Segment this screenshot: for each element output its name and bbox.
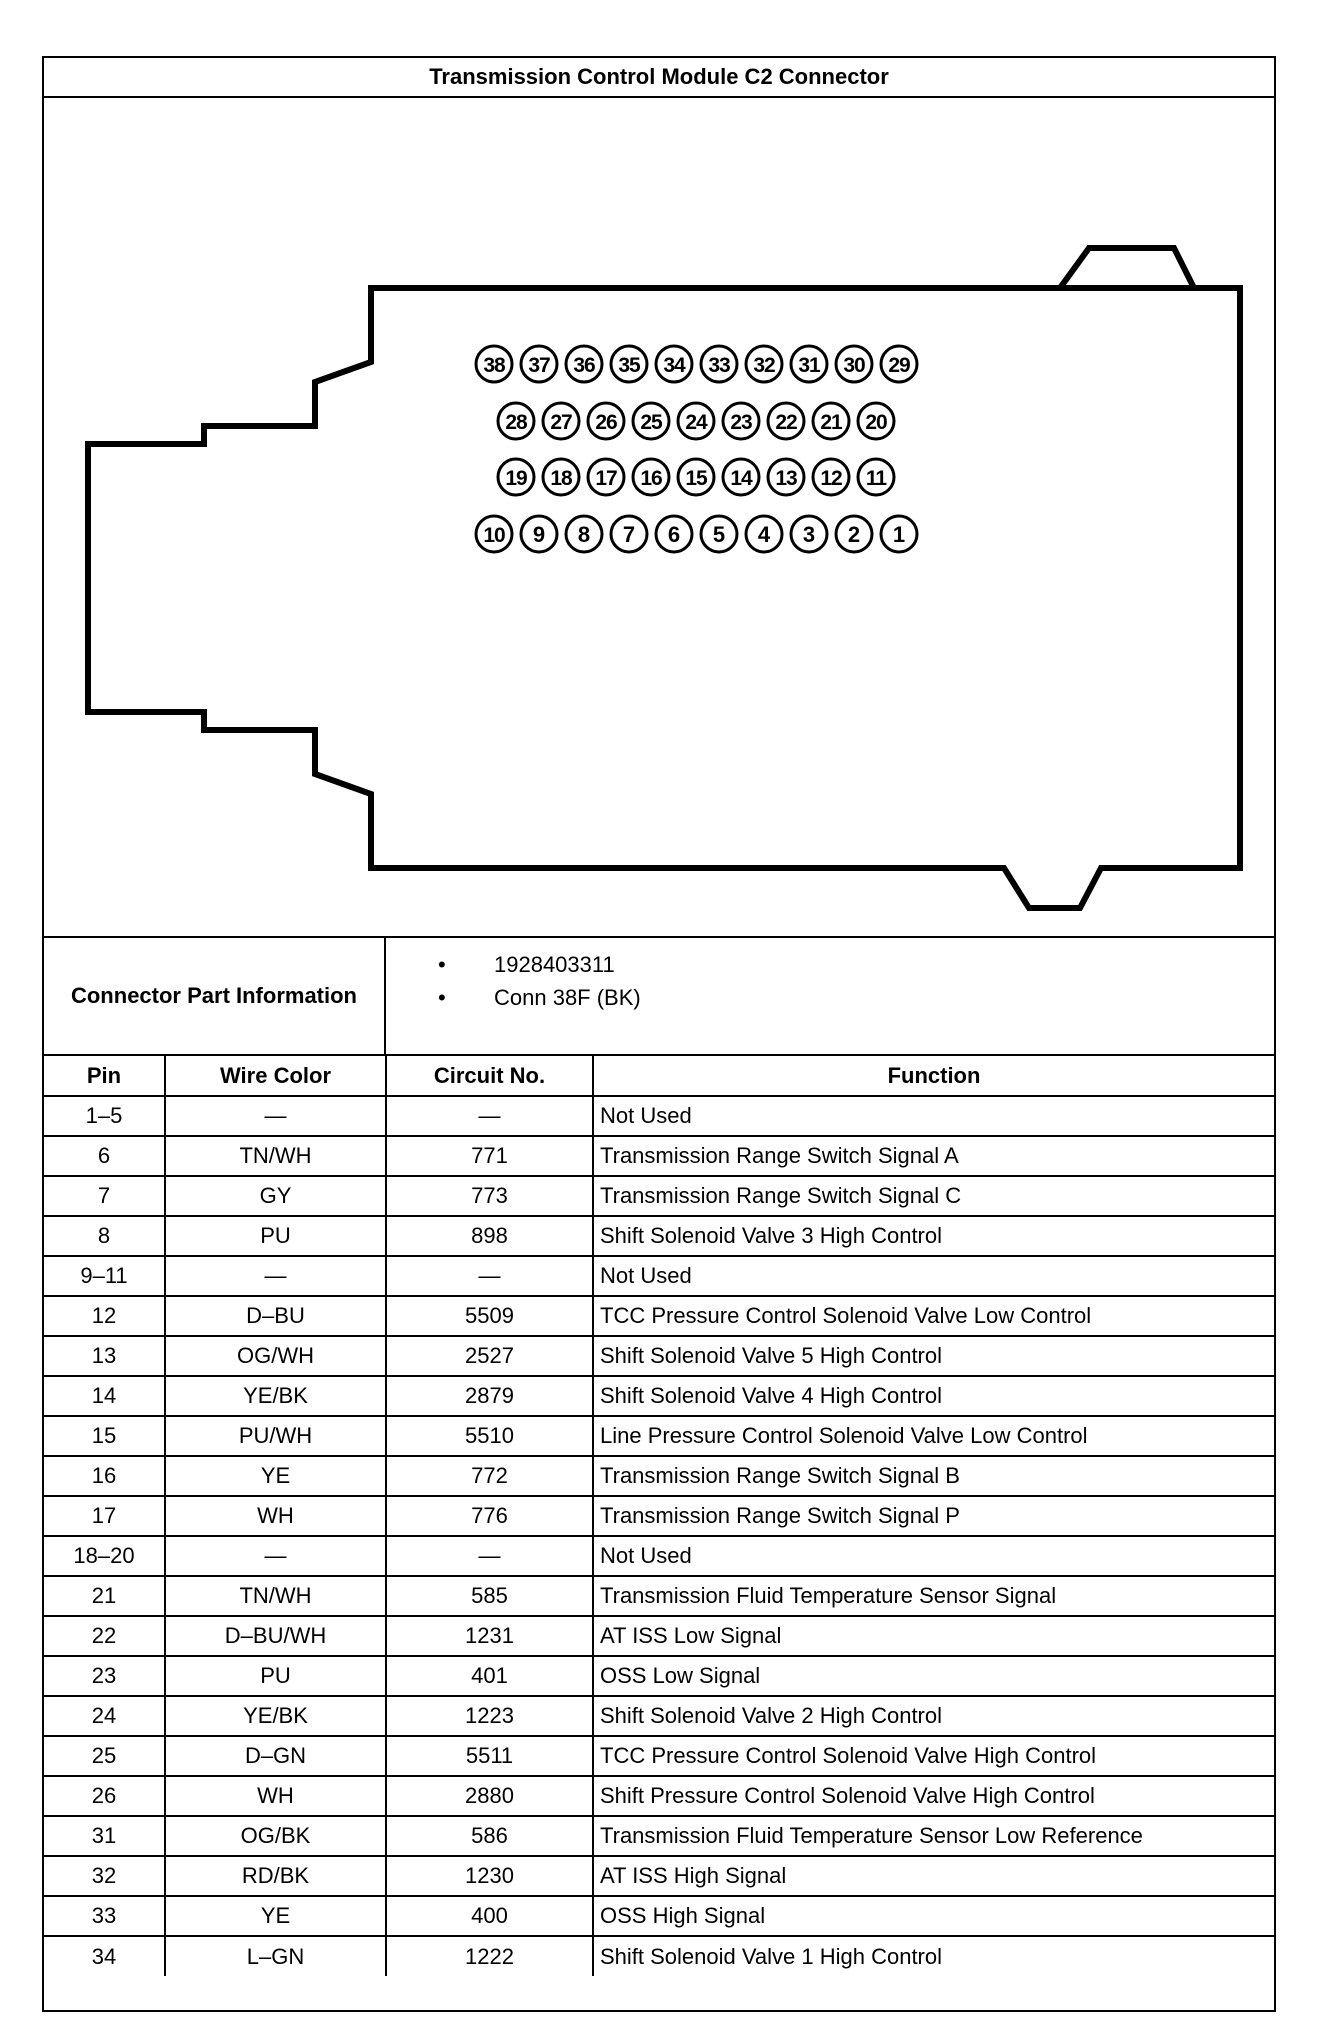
pin-number-label: 15 bbox=[685, 467, 707, 490]
wire-color-cell: RD/BK bbox=[165, 1856, 386, 1896]
table-row bbox=[44, 1896, 1274, 1936]
pinout-rows bbox=[44, 1096, 1274, 1976]
pin-number-label: 6 bbox=[667, 522, 681, 547]
pin-cell: 21 bbox=[44, 1576, 165, 1616]
table-row bbox=[44, 1696, 1274, 1736]
function-cell: Line Pressure Control Solenoid Valve Low Control bbox=[593, 1416, 1274, 1456]
wire-color-cell: — bbox=[165, 1536, 386, 1576]
function-cell: Not Used bbox=[593, 1536, 1274, 1576]
circuit-cell: 776 bbox=[386, 1496, 593, 1536]
table-row bbox=[44, 1416, 1274, 1456]
function-cell: Transmission Range Switch Signal P bbox=[593, 1496, 1274, 1536]
connector-part-info bbox=[44, 938, 1274, 1056]
function-cell: OSS Low Signal bbox=[593, 1656, 1274, 1696]
table-header-row bbox=[44, 1056, 1274, 1096]
function-cell: Transmission Fluid Temperature Sensor Signal bbox=[593, 1576, 1274, 1616]
table-row bbox=[44, 1616, 1274, 1656]
table-row bbox=[44, 1856, 1274, 1896]
table-row bbox=[44, 1576, 1274, 1616]
table-row bbox=[44, 1776, 1274, 1816]
pin-cell: 8 bbox=[44, 1216, 165, 1256]
function-cell: Shift Solenoid Valve 2 High Control bbox=[593, 1696, 1274, 1736]
pin-number-label: 37 bbox=[528, 354, 550, 377]
connector-diagram bbox=[44, 98, 1274, 938]
function-cell: Transmission Range Switch Signal A bbox=[593, 1136, 1274, 1176]
wire-color-cell: TN/WH bbox=[165, 1136, 386, 1176]
part-info-list bbox=[386, 938, 1274, 1054]
wire-color-cell: GY bbox=[165, 1176, 386, 1216]
pin-number-label: 27 bbox=[550, 411, 572, 434]
pin-cell: 16 bbox=[44, 1456, 165, 1496]
pin-cell: 34 bbox=[44, 1936, 165, 1976]
table-row bbox=[44, 1336, 1274, 1376]
circuit-cell: 1222 bbox=[386, 1936, 593, 1976]
pin-number-label: 2 bbox=[847, 522, 861, 547]
pin-number-label: 24 bbox=[685, 411, 707, 434]
circuit-cell: — bbox=[386, 1256, 593, 1296]
pin-number-label: 18 bbox=[550, 467, 572, 490]
wire-color-cell: D–BU bbox=[165, 1296, 386, 1336]
wire-color-cell: YE/BK bbox=[165, 1376, 386, 1416]
circuit-cell: 5509 bbox=[386, 1296, 593, 1336]
pin-cell: 17 bbox=[44, 1496, 165, 1536]
pin-number-label: 29 bbox=[888, 354, 910, 377]
pin-number-label: 4 bbox=[757, 522, 771, 547]
function-cell: Shift Solenoid Valve 4 High Control bbox=[593, 1376, 1274, 1416]
table-row bbox=[44, 1536, 1274, 1576]
function-cell: Transmission Range Switch Signal C bbox=[593, 1176, 1274, 1216]
pin-number-label: 10 bbox=[483, 524, 505, 547]
function-cell: Shift Solenoid Valve 3 High Control bbox=[593, 1216, 1274, 1256]
table-row bbox=[44, 1376, 1274, 1416]
function-cell: Not Used bbox=[593, 1256, 1274, 1296]
pin-number-label: 36 bbox=[573, 354, 595, 377]
wire-color-cell: D–GN bbox=[165, 1736, 386, 1776]
header-wire-color: Wire Color bbox=[165, 1056, 386, 1096]
wire-color-cell: OG/BK bbox=[165, 1816, 386, 1856]
pin-cell: 32 bbox=[44, 1856, 165, 1896]
circuit-cell: 401 bbox=[386, 1656, 593, 1696]
pin-number-label: 11 bbox=[865, 467, 887, 490]
header-pin: Pin bbox=[44, 1056, 165, 1096]
circuit-cell: 585 bbox=[386, 1576, 593, 1616]
pin-number-label: 26 bbox=[595, 411, 617, 434]
connector-outline bbox=[88, 288, 1240, 908]
circuit-cell: 2879 bbox=[386, 1376, 593, 1416]
connector-latch bbox=[1060, 248, 1194, 288]
header-function: Function bbox=[593, 1056, 1274, 1096]
pin-number-label: 5 bbox=[712, 522, 726, 547]
circuit-cell: 773 bbox=[386, 1176, 593, 1216]
pin-cell: 26 bbox=[44, 1776, 165, 1816]
pin-number-label: 32 bbox=[753, 354, 775, 377]
wire-color-cell: YE/BK bbox=[165, 1696, 386, 1736]
table-row bbox=[44, 1456, 1274, 1496]
circuit-cell: 771 bbox=[386, 1136, 593, 1176]
function-cell: Transmission Fluid Temperature Sensor Low Reference bbox=[593, 1816, 1274, 1856]
pin-cell: 14 bbox=[44, 1376, 165, 1416]
table-row bbox=[44, 1816, 1274, 1856]
table-row bbox=[44, 1176, 1274, 1216]
pinout-table bbox=[44, 1056, 1274, 1976]
pin-number-label: 31 bbox=[798, 354, 820, 377]
pin-cell: 23 bbox=[44, 1656, 165, 1696]
pin-number-label: 7 bbox=[622, 522, 636, 547]
pin-number-label: 33 bbox=[708, 354, 730, 377]
pin-cell: 6 bbox=[44, 1136, 165, 1176]
function-cell: TCC Pressure Control Solenoid Valve High Control bbox=[593, 1736, 1274, 1776]
function-cell: OSS High Signal bbox=[593, 1896, 1274, 1936]
pin-number-label: 16 bbox=[640, 467, 662, 490]
pin-number-label: 20 bbox=[865, 411, 887, 434]
table-row bbox=[44, 1296, 1274, 1336]
part-number: • 1928403311 bbox=[386, 948, 1274, 981]
function-cell: Not Used bbox=[593, 1096, 1274, 1136]
table-row bbox=[44, 1656, 1274, 1696]
circuit-cell: 898 bbox=[386, 1216, 593, 1256]
circuit-cell: 1231 bbox=[386, 1616, 593, 1656]
pin-cell: 33 bbox=[44, 1896, 165, 1936]
table-row bbox=[44, 1136, 1274, 1176]
pin-cell: 18–20 bbox=[44, 1536, 165, 1576]
pin-cell: 13 bbox=[44, 1336, 165, 1376]
table-row bbox=[44, 1256, 1274, 1296]
circuit-cell: 1223 bbox=[386, 1696, 593, 1736]
table-row bbox=[44, 1096, 1274, 1136]
pin-number-label: 23 bbox=[730, 411, 752, 434]
pin-number-label: 1 bbox=[892, 522, 906, 547]
pin-cell: 31 bbox=[44, 1816, 165, 1856]
function-cell: AT ISS High Signal bbox=[593, 1856, 1274, 1896]
function-cell: Transmission Range Switch Signal B bbox=[593, 1456, 1274, 1496]
pin-cell: 1–5 bbox=[44, 1096, 165, 1136]
circuit-cell: 400 bbox=[386, 1896, 593, 1936]
table-row bbox=[44, 1936, 1274, 1976]
circuit-cell: 2527 bbox=[386, 1336, 593, 1376]
pin-cell: 24 bbox=[44, 1696, 165, 1736]
table-row bbox=[44, 1736, 1274, 1776]
circuit-cell: 5511 bbox=[386, 1736, 593, 1776]
pin-number-label: 19 bbox=[505, 467, 527, 490]
pin-number-label: 17 bbox=[595, 467, 617, 490]
circuit-cell: 586 bbox=[386, 1816, 593, 1856]
pin-number-label: 30 bbox=[843, 354, 865, 377]
circuit-cell: — bbox=[386, 1096, 593, 1136]
pin-cell: 12 bbox=[44, 1296, 165, 1336]
wire-color-cell: PU bbox=[165, 1656, 386, 1696]
pin-cavities bbox=[476, 346, 917, 552]
pin-cell: 7 bbox=[44, 1176, 165, 1216]
pin-number-label: 34 bbox=[663, 354, 685, 377]
pin-number-label: 35 bbox=[618, 354, 640, 377]
document bbox=[42, 56, 1276, 2012]
wire-color-cell: PU/WH bbox=[165, 1416, 386, 1456]
pin-number-label: 14 bbox=[730, 467, 752, 490]
pin-cell: 25 bbox=[44, 1736, 165, 1776]
function-cell: Shift Pressure Control Solenoid Valve High Control bbox=[593, 1776, 1274, 1816]
wire-color-cell: L–GN bbox=[165, 1936, 386, 1976]
pin-cell: 15 bbox=[44, 1416, 165, 1456]
pin-number-label: 3 bbox=[802, 522, 816, 547]
wire-color-cell: YE bbox=[165, 1896, 386, 1936]
pin-number-label: 13 bbox=[775, 467, 797, 490]
function-cell: Shift Solenoid Valve 1 High Control bbox=[593, 1936, 1274, 1976]
table-row bbox=[44, 1496, 1274, 1536]
wire-color-cell: YE bbox=[165, 1456, 386, 1496]
pin-number-label: 8 bbox=[577, 522, 591, 547]
part-description: • Conn 38F (BK) bbox=[386, 981, 1274, 1014]
wire-color-cell: PU bbox=[165, 1216, 386, 1256]
wire-color-cell: TN/WH bbox=[165, 1576, 386, 1616]
header-circuit: Circuit No. bbox=[386, 1056, 593, 1096]
pin-number-label: 38 bbox=[483, 354, 505, 377]
pin-number-label: 21 bbox=[820, 411, 842, 434]
circuit-cell: — bbox=[386, 1536, 593, 1576]
pin-number-label: 25 bbox=[640, 411, 662, 434]
pin-cell: 22 bbox=[44, 1616, 165, 1656]
pin-number-label: 9 bbox=[532, 522, 546, 547]
function-cell: TCC Pressure Control Solenoid Valve Low Control bbox=[593, 1296, 1274, 1336]
connector-face-svg bbox=[44, 98, 1274, 938]
function-cell: AT ISS Low Signal bbox=[593, 1616, 1274, 1656]
circuit-cell: 5510 bbox=[386, 1416, 593, 1456]
function-cell: Shift Solenoid Valve 5 High Control bbox=[593, 1336, 1274, 1376]
pin-number-label: 22 bbox=[775, 411, 797, 434]
wire-color-cell: WH bbox=[165, 1496, 386, 1536]
pin-cell: 9–11 bbox=[44, 1256, 165, 1296]
wire-color-cell: — bbox=[165, 1096, 386, 1136]
circuit-cell: 772 bbox=[386, 1456, 593, 1496]
wire-color-cell: D–BU/WH bbox=[165, 1616, 386, 1656]
wire-color-cell: — bbox=[165, 1256, 386, 1296]
wire-color-cell: OG/WH bbox=[165, 1336, 386, 1376]
pin-number-label: 12 bbox=[820, 467, 842, 490]
document-title: Transmission Control Module C2 Connector bbox=[44, 58, 1274, 98]
table-row bbox=[44, 1216, 1274, 1256]
pin-number-label: 28 bbox=[505, 411, 527, 434]
wire-color-cell: WH bbox=[165, 1776, 386, 1816]
circuit-cell: 2880 bbox=[386, 1776, 593, 1816]
part-info-label: Connector Part Information bbox=[44, 938, 386, 1054]
circuit-cell: 1230 bbox=[386, 1856, 593, 1896]
